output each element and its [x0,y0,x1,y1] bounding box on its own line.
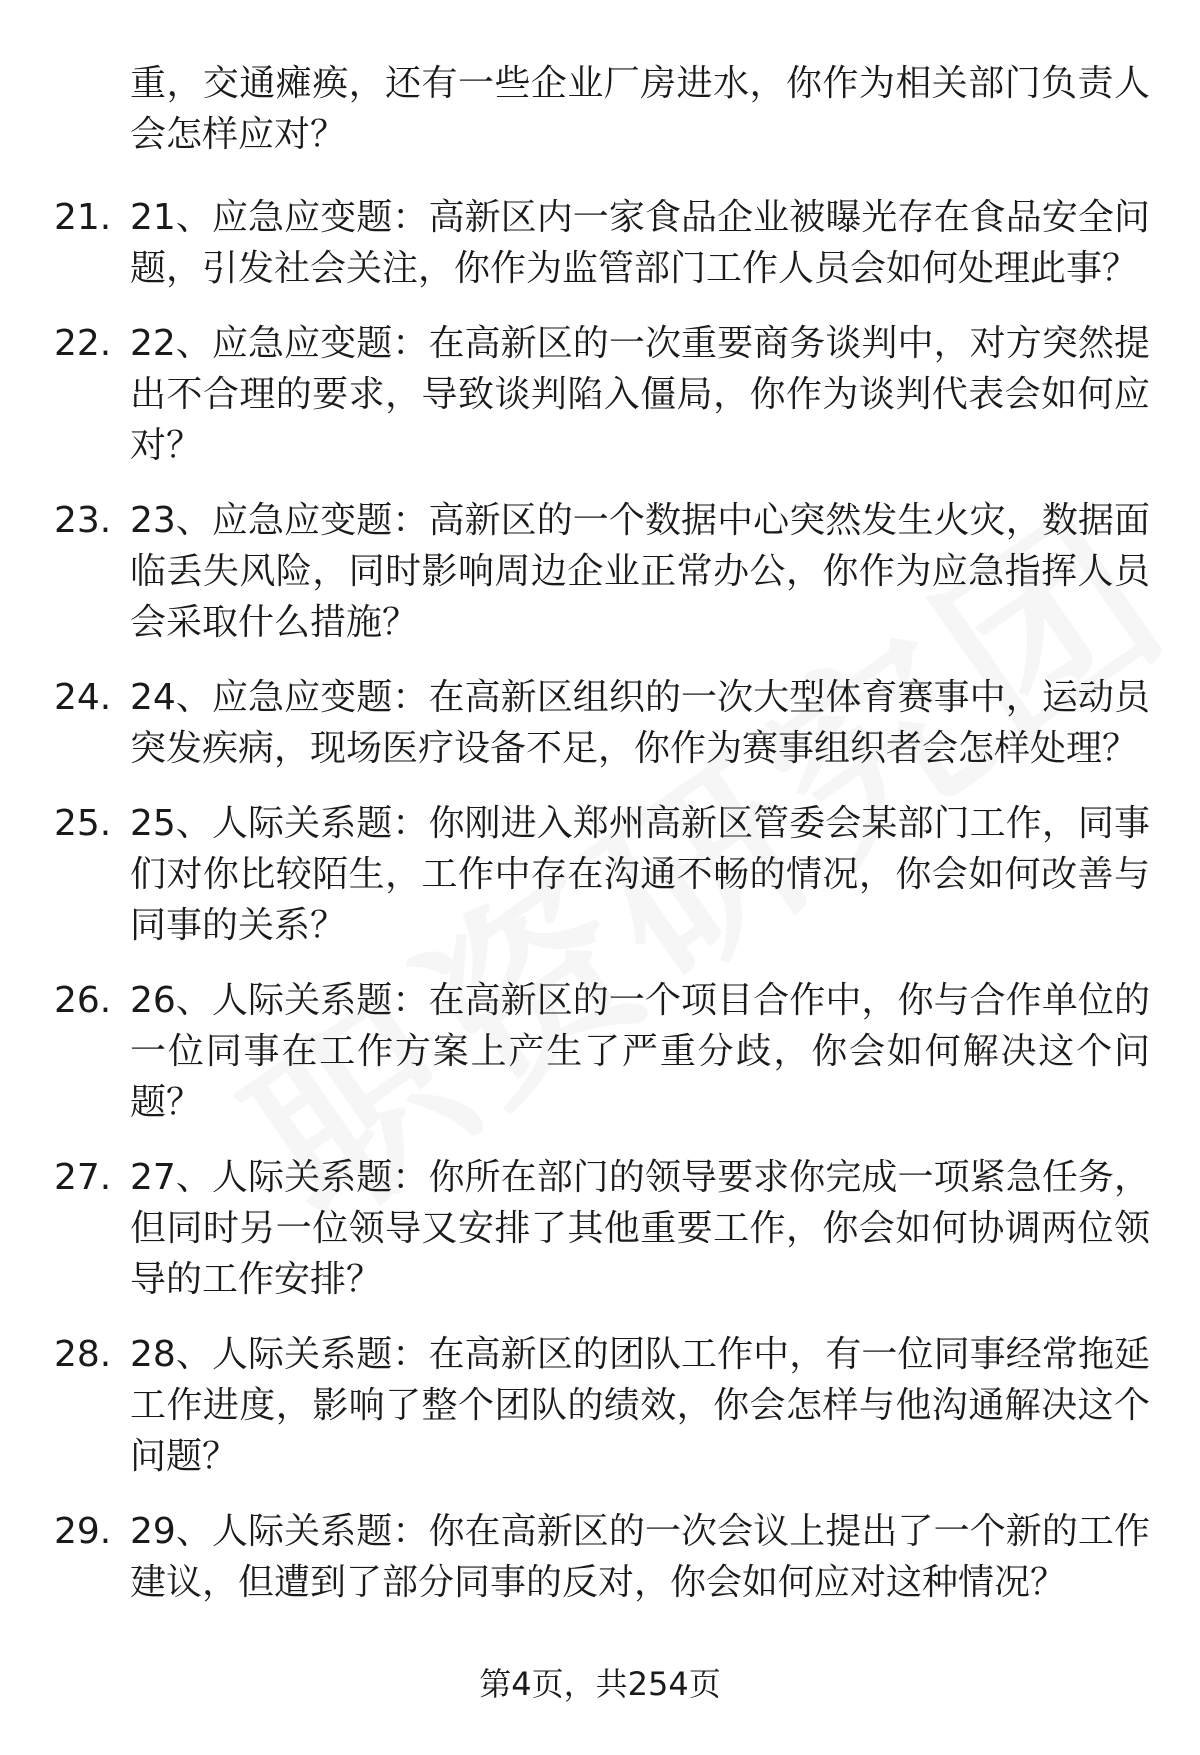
question-text: 21、应急应变题：高新区内一家食品企业被曝光存在食品安全问题，引发社会关注，你作为监管部门工作人员会如何处理此事？ [130,197,1150,289]
continuation-paragraph: 重，交通瘫痪，还有一些企业厂房进水，你作为相关部门负责人会怎样应对？ [130,63,1150,155]
question-item-21 [0,192,1200,294]
question-text: 22、应急应变题：在高新区的一次重要商务谈判中，对方突然提出不合理的要求，导致谈判陷入僵局，你作为谈判代表会如何应对？ [130,323,1150,466]
question-text: 24、应急应变题：在高新区组织的一次大型体育赛事中，运动员突发疾病，现场医疗设备不足，你作为赛事组织者会怎样处理？ [130,677,1150,769]
question-number: 29. [54,1511,112,1552]
question-item-26 [0,975,1200,1128]
question-text: 28、人际关系题：在高新区的团队工作中，有一位同事经常拖延工作进度，影响了整个团队的绩效，你会怎样与他沟通解决这个问题？ [130,1334,1150,1477]
question-item-25 [0,798,1200,951]
question-item-29 [0,1506,1200,1608]
question-text: 26、人际关系题：在高新区的一个项目合作中，你与合作单位的一位同事在工作方案上产生了严重分歧，你会如何解决这个问题？ [130,980,1150,1123]
question-text: 23、应急应变题：高新区的一个数据中心突然发生火灾，数据面临丢失风险，同时影响周边企业正常办公，你作为应急指挥人员会采取什么措施？ [130,500,1150,643]
question-text: 27、人际关系题：你所在部门的领导要求你完成一项紧急任务，但同时另一位领导又安排了其他重要工作，你会如何协调两位领导的工作安排？ [130,1157,1150,1300]
question-text: 29、人际关系题：你在高新区的一次会议上提出了一个新的工作建议，但遭到了部分同事的反对，你会如何应对这种情况？ [130,1511,1150,1603]
question-item-23 [0,495,1200,648]
question-number: 28. [54,1334,112,1375]
question-number: 25. [54,803,112,844]
question-item-24 [0,672,1200,774]
question-item-22 [0,318,1200,471]
question-item-28 [0,1329,1200,1482]
question-number: 23. [54,500,112,541]
question-number: 26. [54,980,112,1021]
question-item-27 [0,1152,1200,1305]
question-text: 25、人际关系题：你刚进入郑州高新区管委会某部门工作，同事们对你比较陌生，工作中存在沟通不畅的情况，你会如何改善与同事的关系？ [130,803,1150,946]
question-number: 21. [54,197,112,238]
question-number: 27. [54,1157,112,1198]
page-footer: 第4页，共254页 [479,1665,721,1703]
question-number: 22. [54,323,112,364]
question-number: 24. [54,677,112,718]
question-list [0,192,1200,1632]
